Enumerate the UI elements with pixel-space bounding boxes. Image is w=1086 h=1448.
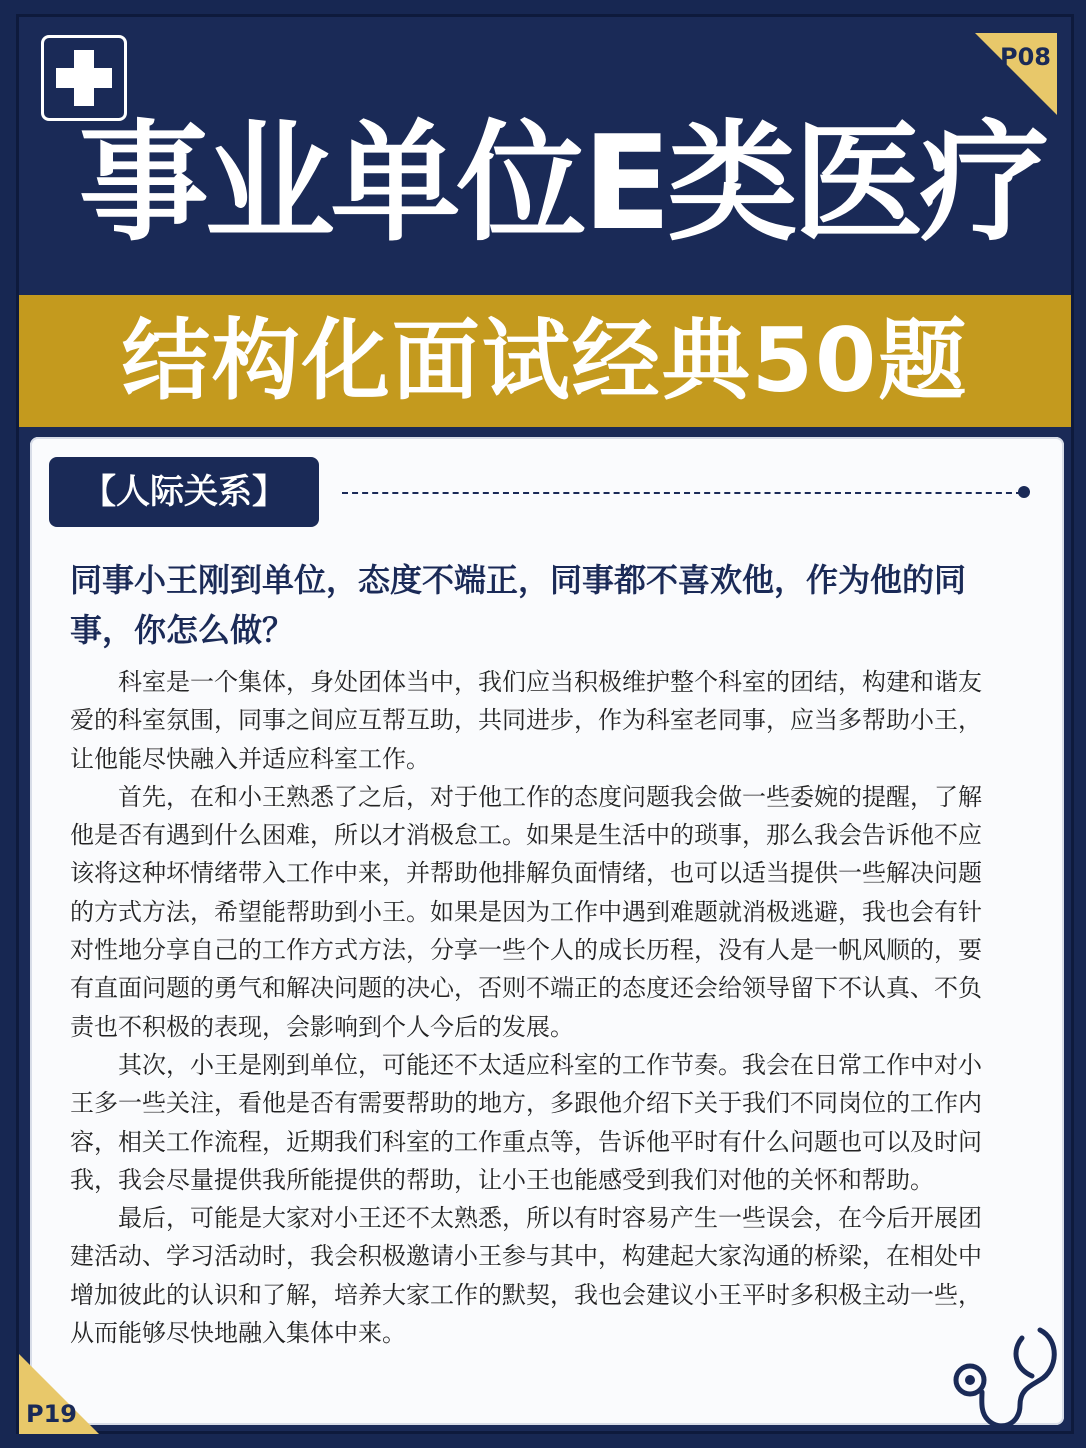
stethoscope-icon (940, 1320, 1060, 1440)
answer-paragraph: 科室是一个集体，身处团体当中，我们应当积极维护整个科室的团结，构建和谐友爱的科室氛围，同事之间应互帮互助，共同进步，作为科室老同事，应当多帮助小王，让他能尽快融入并适应科室工作。 (70, 668, 982, 773)
page-title: 事业单位E类医疗 (78, 107, 1046, 259)
question-heading: 同事小王刚到单位，态度不端正，同事都不喜欢他，作为他的同事，你怎么做？ (70, 561, 967, 649)
section-tag: 【人际关系】 (49, 457, 319, 527)
page-subtitle: 结构化面试经典50题 (121, 309, 969, 412)
header (19, 17, 1071, 295)
answer-paragraph: 其次，小王是刚到单位，可能还不太适应科室的工作节奏。我会在日常工作中对小王多一些关注，看他是否有需要帮助的地方，多跟他介绍下关于我们不同岗位的工作内容，相关工作流程，近期我们科室的工作重点等，告诉他平时有什么问题也可以及时问我，我会尽量提供我所能提供的帮助，让小王也能感受到我们对他的关怀和帮助。 (70, 1050, 982, 1194)
answer-paragraph: 最后，可能是大家对小王还不太熟悉，所以有时容易产生一些误会，在今后开展团建活动、学习活动时，我会积极邀请小王参与其中，构建起大家沟通的桥梁，在相处中增加彼此的认识和了解，培养大家工作的默契，我也会建议小王平时多积极主动一些，从而能够尽快地融入集体中来。 (70, 1204, 982, 1348)
answer-body (70, 663, 1002, 1352)
page-number-top: P08 (1000, 43, 1051, 71)
content-card (30, 437, 1064, 1425)
page-number-bottom: P19 (26, 1400, 77, 1428)
divider-dot (1018, 486, 1030, 498)
answer-paragraph: 首先，在和小王熟悉了之后，对于他工作的态度问题我会做一些委婉的提醒，了解他是否有遇到什么困难，所以才消极怠工。如果是生活中的琐事，那么我会告诉他不应该将这种坏情绪带入工作中来，并帮助他排解负面情绪，也可以适当提供一些解决问题的方式方法，希望能帮助到小王。如果是因为工作中遇到难题就消极逃避，我也会有针对性地分享自己的工作方式方法，分享一些个人的成长历程，没有人是一帆风顺的，要有直面问题的勇气和解决问题的决心，否则不端正的态度还会给领导留下不认真、不负责也不积极的表现，会影响到个人今后的发展。 (70, 782, 982, 1041)
divider-line (342, 492, 1022, 494)
subtitle-band (19, 295, 1071, 427)
